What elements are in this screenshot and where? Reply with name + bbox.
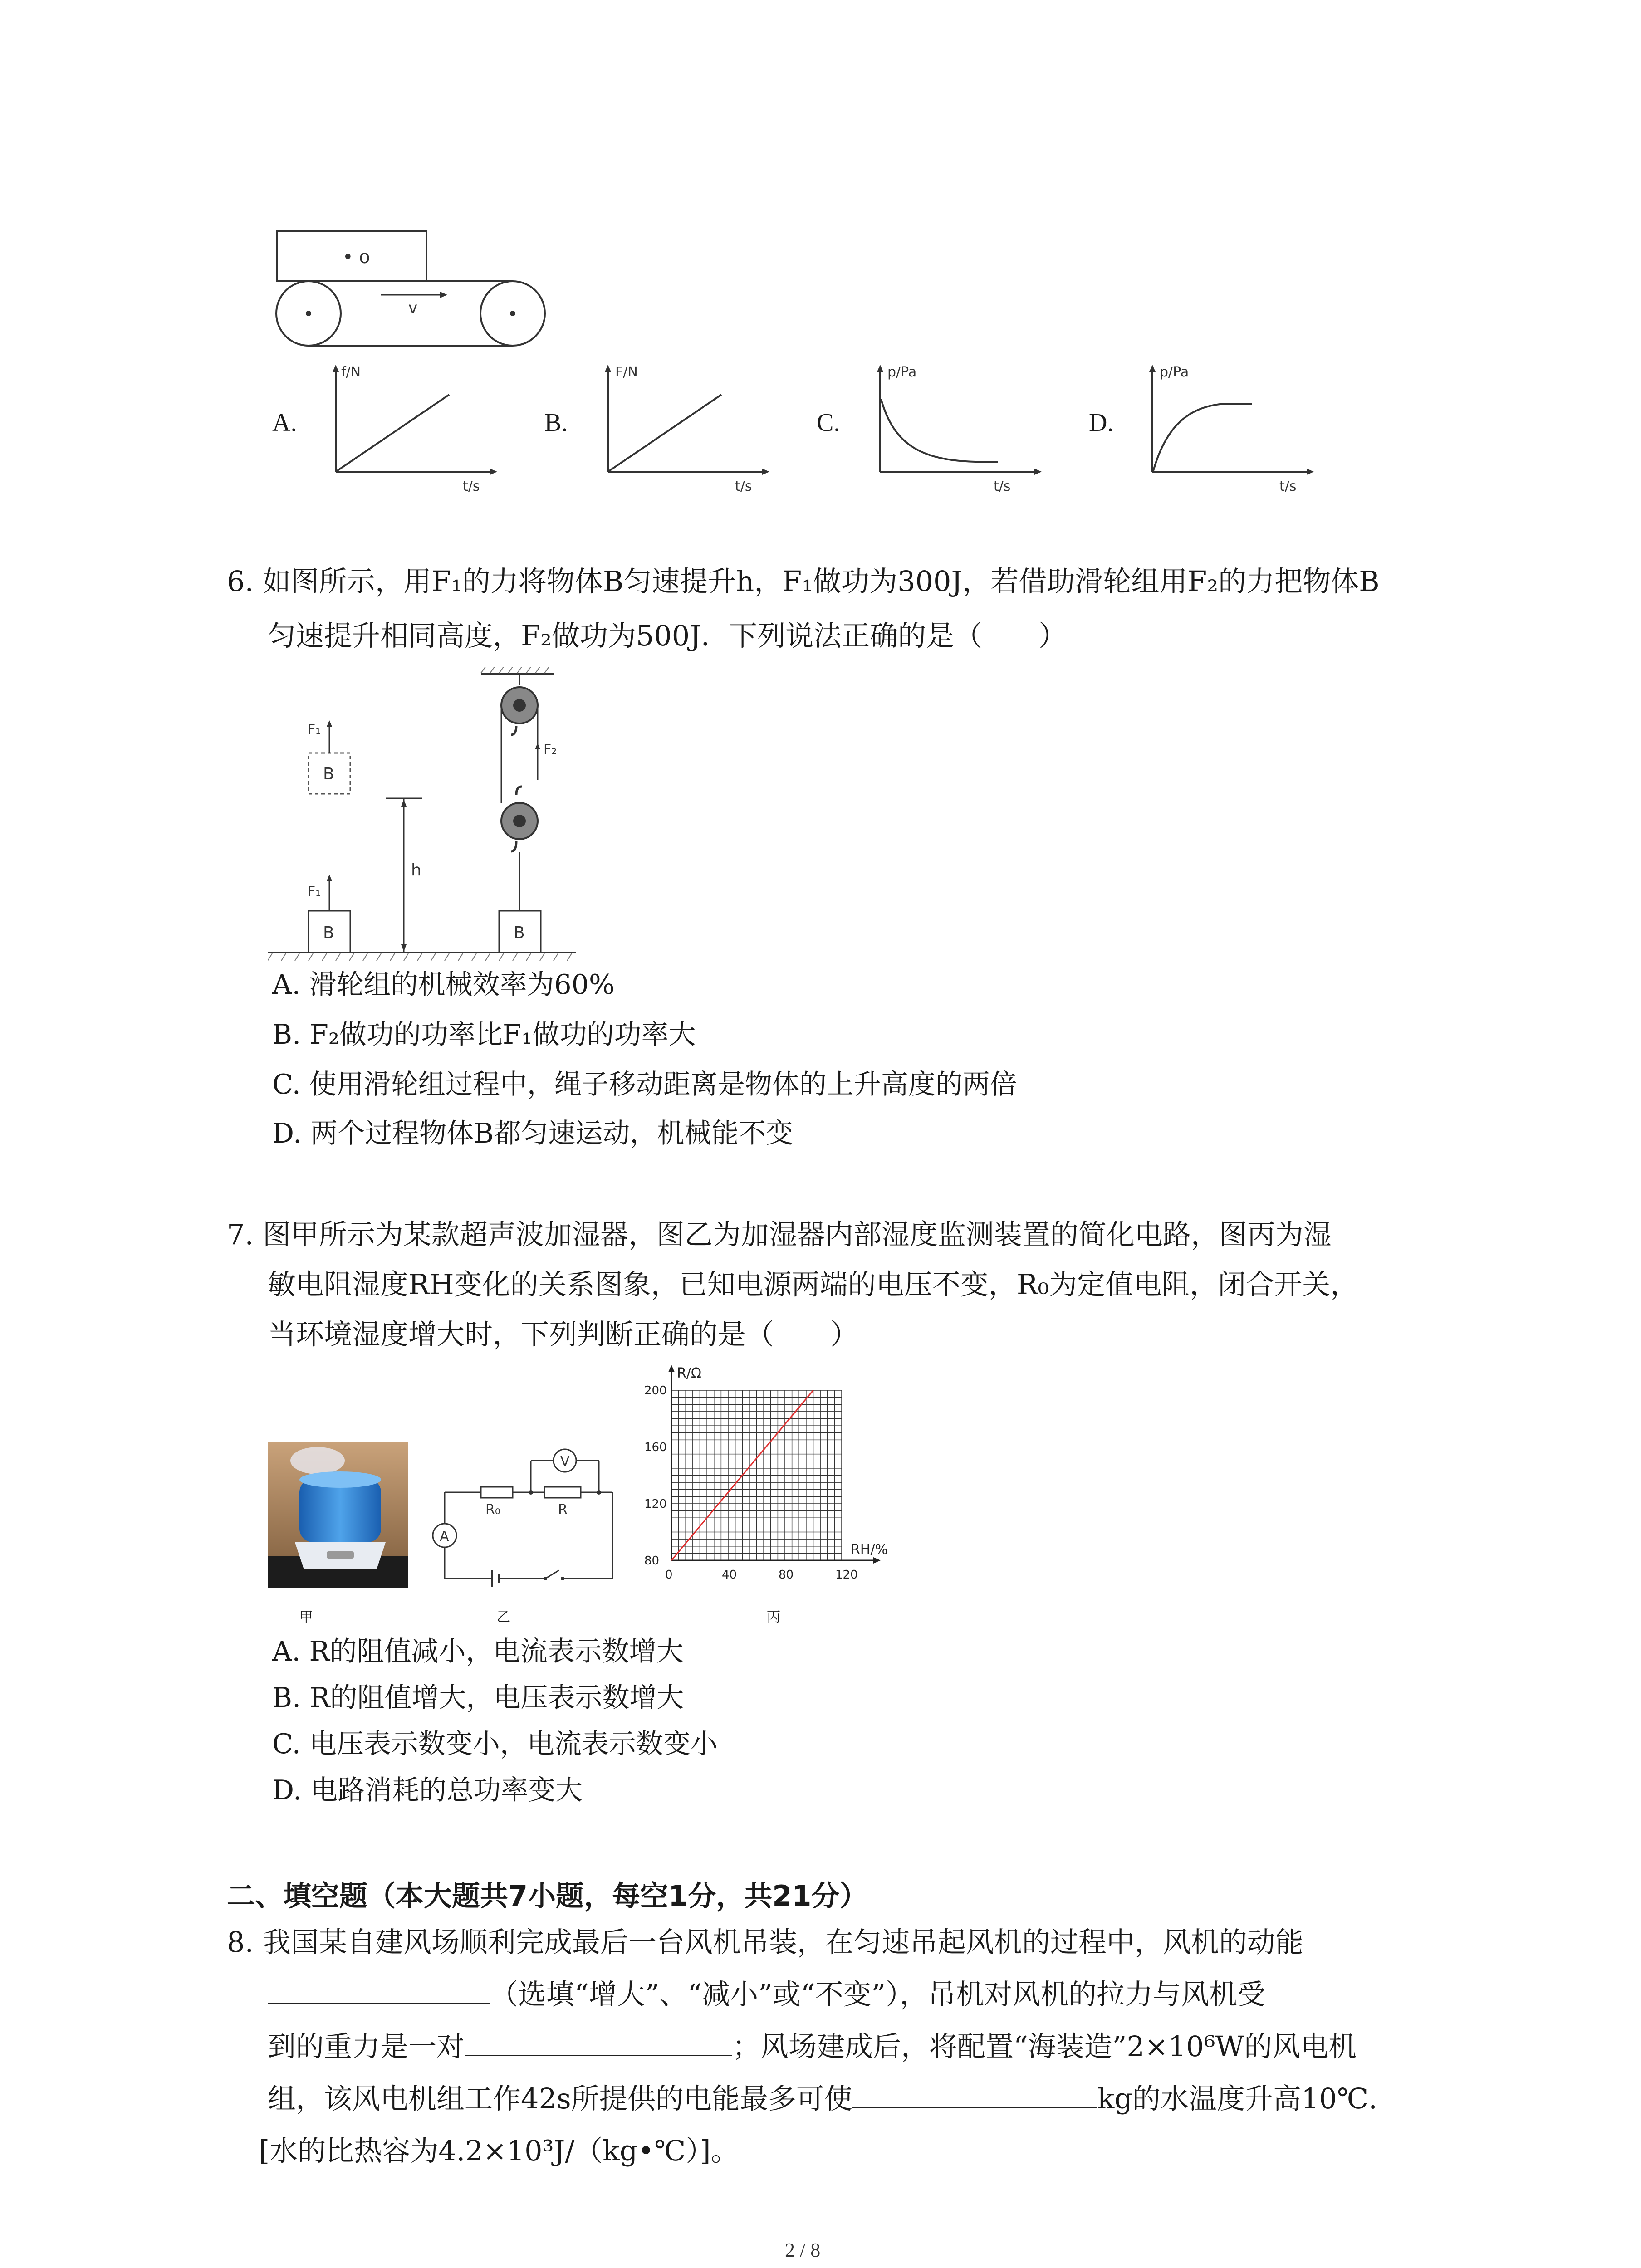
svg-text:t/s: t/s xyxy=(994,479,1011,494)
chart-y-tick-label: 80 xyxy=(644,1554,660,1568)
svg-text:R: R xyxy=(558,1502,568,1518)
q6-option-c: C. 使用滑轮组过程中，绳子移动距离是物体的上升高度的两倍 xyxy=(272,1069,1017,1100)
q5-graph-d-curve xyxy=(1153,404,1252,471)
q6-option-b: B. F₂做功的功率比F₁做功的功率大 xyxy=(272,1019,696,1051)
chart-x-tick-label: 80 xyxy=(779,1568,794,1582)
q7-stem-line2: 敏电阻湿度RH变化的关系图象，已知电源两端的电压不变，R₀为定值电阻，闭合开关， xyxy=(268,1268,1359,1301)
q6-pulley-figure xyxy=(268,667,585,966)
q8-line2: （选填“增大”、“减小”或“不变”），吊机对风机的拉力与风机受 xyxy=(268,1980,1265,2009)
svg-text:F₂: F₂ xyxy=(544,742,557,758)
svg-text:t/s: t/s xyxy=(463,479,480,494)
q8-blank-2[interactable] xyxy=(465,2054,732,2056)
q5-option-c-label: C. xyxy=(817,409,840,437)
q8-line4: 组，该风电机组工作42s所提供的电能最多可使 kg的水温度升高10℃. xyxy=(268,2082,1377,2115)
svg-text:h: h xyxy=(411,861,421,880)
q8-blank-1[interactable] xyxy=(268,2002,490,2004)
q7-resistance-humidity-chart xyxy=(635,1365,907,1601)
q7-circuit-diagram xyxy=(431,1429,631,1592)
page-number: 2 / 8 xyxy=(785,2239,821,2261)
q8-line5: [水的比热容为4.2×10³J/（kg•℃）]。 xyxy=(259,2134,739,2167)
q7-humidifier-photo xyxy=(268,1442,408,1588)
svg-text:B: B xyxy=(323,765,334,783)
section-2-title: 二、填空题（本大题共7小题，每空1分，共21分） xyxy=(227,1879,868,1912)
q7-resistor-r xyxy=(544,1487,581,1498)
q6-option-a: A. 滑轮组的机械效率为60% xyxy=(272,969,615,1001)
q7-label-yi: 乙 xyxy=(497,1609,510,1625)
chart-x-axis-label: RH/% xyxy=(851,1542,888,1558)
svg-text:t/s: t/s xyxy=(735,479,752,494)
q5-option-b-label: B. xyxy=(544,409,568,437)
q6-option-d: D. 两个过程物体B都匀速运动，机械能不变 xyxy=(272,1118,794,1149)
q5-conveyor-figure xyxy=(268,227,567,363)
chart-x-axis-arrow xyxy=(873,1557,881,1564)
chart-y-tick-label: 160 xyxy=(644,1441,667,1454)
chart-x-tick-label: 40 xyxy=(722,1568,737,1582)
svg-text:F₁: F₁ xyxy=(308,884,321,899)
q6-stem-line2: 匀速提升相同高度，F₂做功为500J．下列说法正确的是（ ） xyxy=(268,619,1067,652)
q5-graph-c-curve xyxy=(881,399,998,462)
q7-option-c: C. 电压表示数变小，电流表示数变小 xyxy=(272,1728,718,1760)
q5-option-a-label: A. xyxy=(272,409,297,437)
svg-text:V: V xyxy=(560,1454,570,1470)
chart-y-axis-arrow xyxy=(668,1365,675,1372)
q7-label-bing: 丙 xyxy=(767,1609,780,1625)
q7-label-jia: 甲 xyxy=(299,1609,313,1625)
q5-graph-a-curve xyxy=(336,395,449,472)
svg-text:A: A xyxy=(440,1529,449,1545)
svg-text:t/s: t/s xyxy=(1279,479,1297,494)
chart-x-tick-label: 0 xyxy=(665,1568,673,1582)
q5-graph-b-curve xyxy=(608,395,721,472)
q5-block-label: • o xyxy=(343,247,370,268)
q5-graph-a xyxy=(318,358,508,503)
q5-option-d-label: D. xyxy=(1089,409,1114,437)
q7-option-d: D. 电路消耗的总功率变大 xyxy=(272,1774,583,1806)
svg-text:f/N: f/N xyxy=(341,364,361,380)
svg-text:F₁: F₁ xyxy=(308,722,321,738)
q7-stem-line1: 7. 图甲所示为某款超声波加湿器，图乙为加湿器内部湿度监测装置的简化电路，图丙为湿 xyxy=(227,1218,1332,1251)
svg-text:B: B xyxy=(323,924,334,942)
svg-text:F/N: F/N xyxy=(615,364,638,380)
q5-graph-c xyxy=(862,358,1053,503)
q7-option-b: B. R的阻值增大，电压表示数增大 xyxy=(272,1682,684,1714)
q8-line1: 8. 我国某自建风场顺利完成最后一台风机吊装，在匀速吊起风机的过程中，风机的动能 xyxy=(227,1926,1303,1959)
svg-text:p/Pa: p/Pa xyxy=(887,364,917,380)
chart-y-tick-label: 200 xyxy=(644,1384,667,1398)
svg-text:p/Pa: p/Pa xyxy=(1160,364,1189,380)
q7-resistor-r0 xyxy=(481,1487,513,1498)
svg-text:R₀: R₀ xyxy=(485,1502,500,1518)
q5-graph-d xyxy=(1134,358,1325,503)
chart-y-tick-label: 120 xyxy=(644,1497,667,1511)
q8-line3: 到的重力是一对 ；风场建成后，将配置“海装造”2×10⁶W的风电机 xyxy=(268,2030,1357,2063)
chart-x-tick-label: 120 xyxy=(835,1568,858,1582)
chart-y-axis-label: R/Ω xyxy=(677,1365,701,1381)
q5-graph-b xyxy=(590,358,780,503)
q7-stem-line3: 当环境湿度增大时，下列判断正确的是（ ） xyxy=(268,1318,859,1351)
q8-blank-3[interactable] xyxy=(852,2107,1097,2108)
svg-text:B: B xyxy=(514,924,525,942)
q6-stem-line1: 6. 如图所示，用F₁的力将物体B匀速提升h，F₁做功为300J，若借助滑轮组用F₂的力把物体B xyxy=(227,565,1380,598)
q7-option-a: A. R的阻值减小，电流表示数增大 xyxy=(272,1636,684,1667)
q5-velocity-label: v xyxy=(408,299,418,317)
